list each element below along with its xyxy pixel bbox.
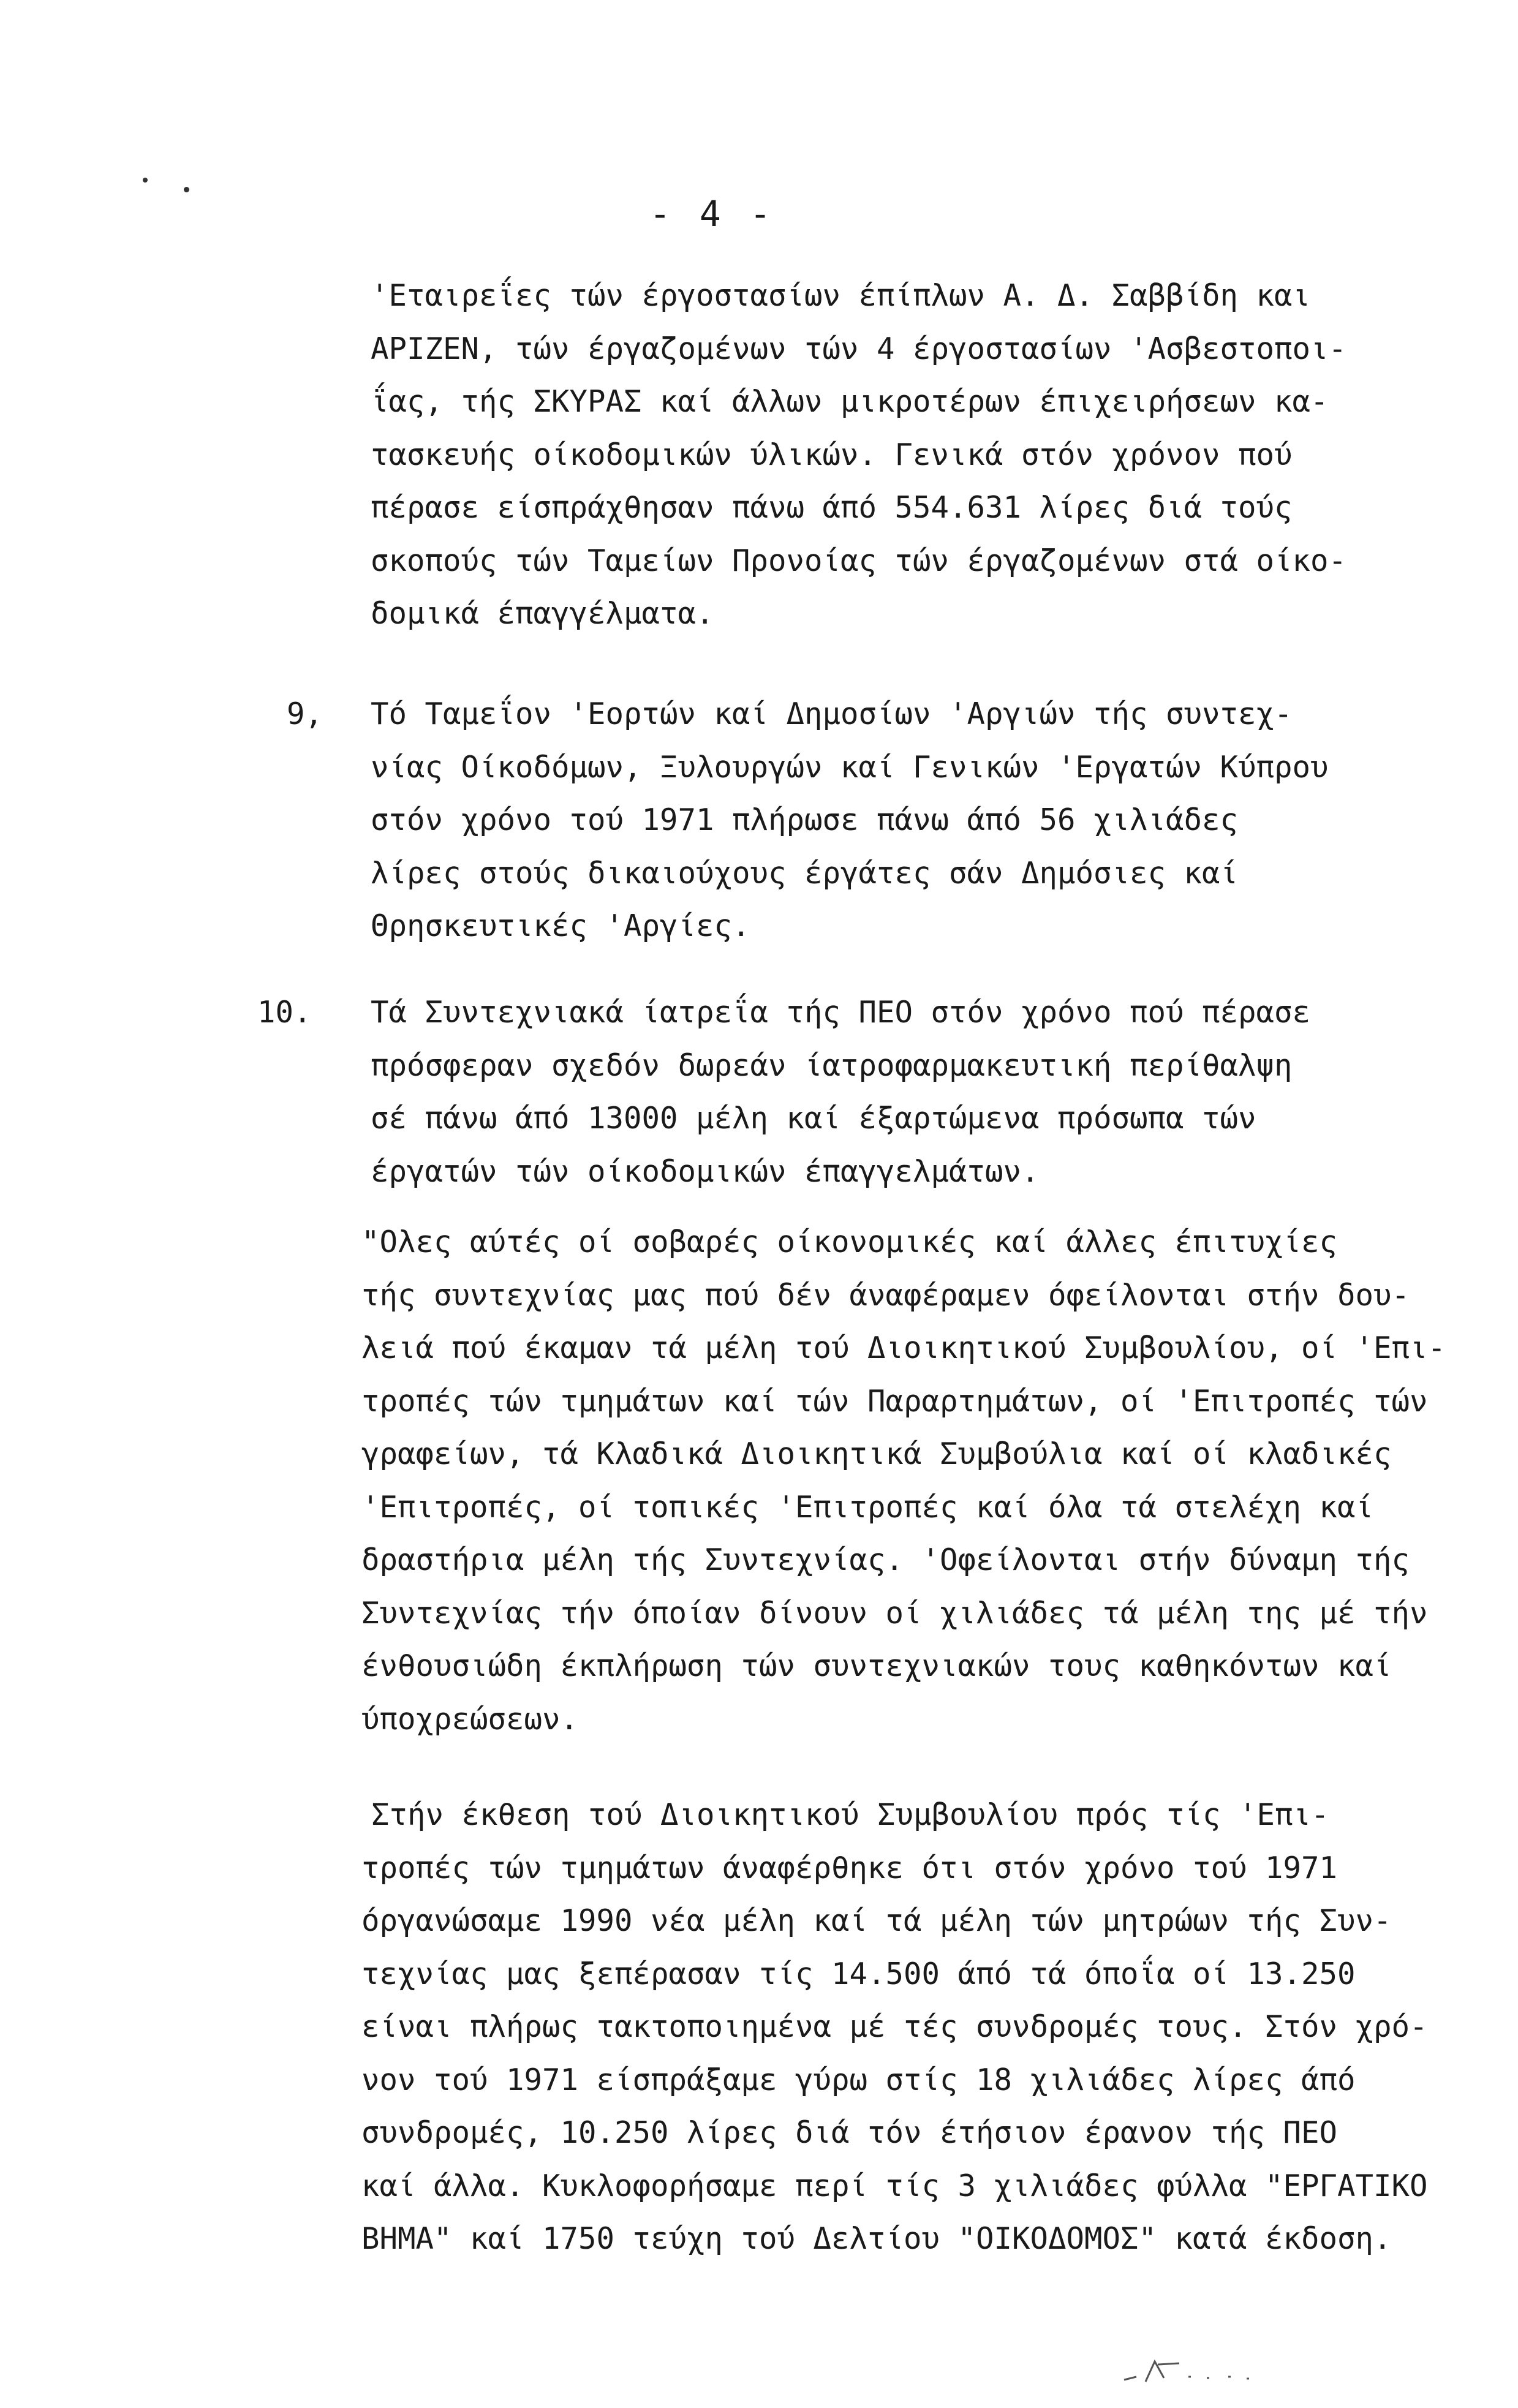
text-line: 'Επιτροπές, οί τοπικές 'Επιτροπές καί όλα τά στελέχη καί [361, 1489, 1374, 1525]
text-line: Τά Συντεχνιακά ίατρεΐα τής ΠΕΟ στόν χρόνο πού πέρασε [371, 995, 1311, 1030]
text-line: Στήν έκθεση τού Διοικητικού Συμβουλίου πρός τίς 'Επι- [371, 1797, 1329, 1832]
margin-scribble [1121, 2352, 1268, 2389]
text-line: τροπές τών τμημάτων καί τών Παραρτημάτων, οί 'Επιτροπές τών [361, 1383, 1428, 1419]
text-line: στόν χρόνο τού 1971 πλήρωσε πάνω άπό 56 χιλιάδες [371, 802, 1239, 837]
text-line: Θρησκευτικές 'Αργίες. [371, 908, 750, 943]
text-line: δραστήρια μέλη τής Συντεχνίας. 'Οφείλονται στήν δύναμη τής [361, 1542, 1410, 1577]
text-line: όργανώσαμε 1990 νέα μέλη καί τά μέλη τών μητρώων τής Συν- [361, 1903, 1392, 1938]
text-line: ύποχρεώσεων. [361, 1701, 579, 1737]
item-number: 9, [287, 696, 323, 731]
text-line: Συντεχνίας τήν όποίαν δίνουν οί χιλιάδες τά μέλη της μέ τήν [361, 1595, 1428, 1631]
paragraph-successes [361, 1216, 1446, 1746]
text-line: λίρες στούς δικαιούχους έργάτες σάν Δημόσιες καί [371, 855, 1239, 891]
scan-speck [184, 187, 189, 192]
text-line: έργατών τών οίκοδομικών έπαγγελμάτων. [371, 1153, 1040, 1189]
text-line: τής συντεχνίας μας πού δέν άναφέραμεν όφείλονται στήν δου- [361, 1277, 1410, 1313]
text-line: Τό Ταμεΐον 'Εορτών καί Δημοσίων 'Αργιών τής συντεχ- [371, 696, 1293, 731]
text-line: λειά πού έκαμαν τά μέλη τού Διοικητικού Συμβουλίου, οί 'Επι- [361, 1330, 1446, 1365]
paragraph-intro [371, 270, 1388, 641]
text-line: γραφείων, τά Κλαδικά Διοικητικά Συμβούλια καί οί κλαδικές [361, 1436, 1392, 1471]
text-line: νίας Οίκοδόμων, Ξυλουργών καί Γενικών 'Εργατών Κύπρου [371, 749, 1329, 785]
text-line: νον τού 1971 είσπράξαμε γύρω στίς 18 χιλιάδες λίρες άπό [361, 2062, 1356, 2097]
text-line: τροπές τών τμημάτων άναφέρθηκε ότι στόν χρόνο τού 1971 [361, 1850, 1338, 1885]
text-line: τεχνίας μας ξεπέρασαν τίς 14.500 άπό τά όποΐα οί 13.250 [361, 1956, 1356, 1991]
text-line: είναι πλήρως τακτοποιημένα μέ τές συνδρομές τους. Στόν χρό- [361, 2009, 1428, 2044]
text-line: σκοπούς τών Ταμείων Προνοίας τών έργαζομένων στά οίκο- [371, 543, 1347, 578]
text-line: δομικά έπαγγέλματα. [371, 596, 714, 631]
item-10-text [371, 986, 1388, 1198]
paragraph-report [361, 1789, 1428, 2266]
text-line: καί άλλα. Κυκλοφορήσαμε περί τίς 3 χιλιάδες φύλλα "ΕΡΓΑΤΙΚΟ [361, 2168, 1428, 2203]
item-number: 10. [257, 995, 312, 1030]
text-line: τασκευής οίκοδομικών ύλικών. Γενικά στόν χρόνον πού [371, 437, 1293, 472]
text-line: "Ολες αύτές οί σοβαρές οίκονομικές καί άλλες έπιτυχίες [361, 1225, 1338, 1259]
page-number: - 4 - [649, 193, 775, 235]
item-9-text [371, 688, 1388, 953]
text-line: 'Εταιρεΐες τών έργοστασίων έπίπλων Α. Δ. Σαββίδη και [371, 278, 1311, 313]
text-line: ΑΡΙΖΕΝ, τών έργαζομένων τών 4 έργοστασίων 'Ασβεστοποι- [371, 331, 1347, 366]
text-line: ένθουσιώδη έκπλήρωση τών συντεχνιακών τους καθηκόντων καί [361, 1648, 1392, 1683]
text-line: πέρασε είσπράχθησαν πάνω άπό 554.631 λίρες διά τούς [371, 490, 1293, 525]
text-line: συνδρομές, 10.250 λίρες διά τόν έτήσιον έρανον τής ΠΕΟ [361, 2115, 1338, 2150]
scan-speck [143, 178, 148, 183]
text-line: πρόσφεραν σχεδόν δωρεάν ίατροφαρμακευτική περίθαλψη [371, 1047, 1293, 1083]
text-line: ΐας, τής ΣΚΥΡΑΣ καί άλλων μικροτέρων έπιχειρήσεων κα- [371, 384, 1329, 419]
text-line: ΒΗΜΑ" καί 1750 τεύχη τού Δελτίου "ΟΙΚΟΔΟΜΟΣ" κατά έκδοση. [361, 2221, 1392, 2256]
text-line: σέ πάνω άπό 13000 μέλη καί έξαρτώμενα πρόσωπα τών [371, 1101, 1256, 1136]
